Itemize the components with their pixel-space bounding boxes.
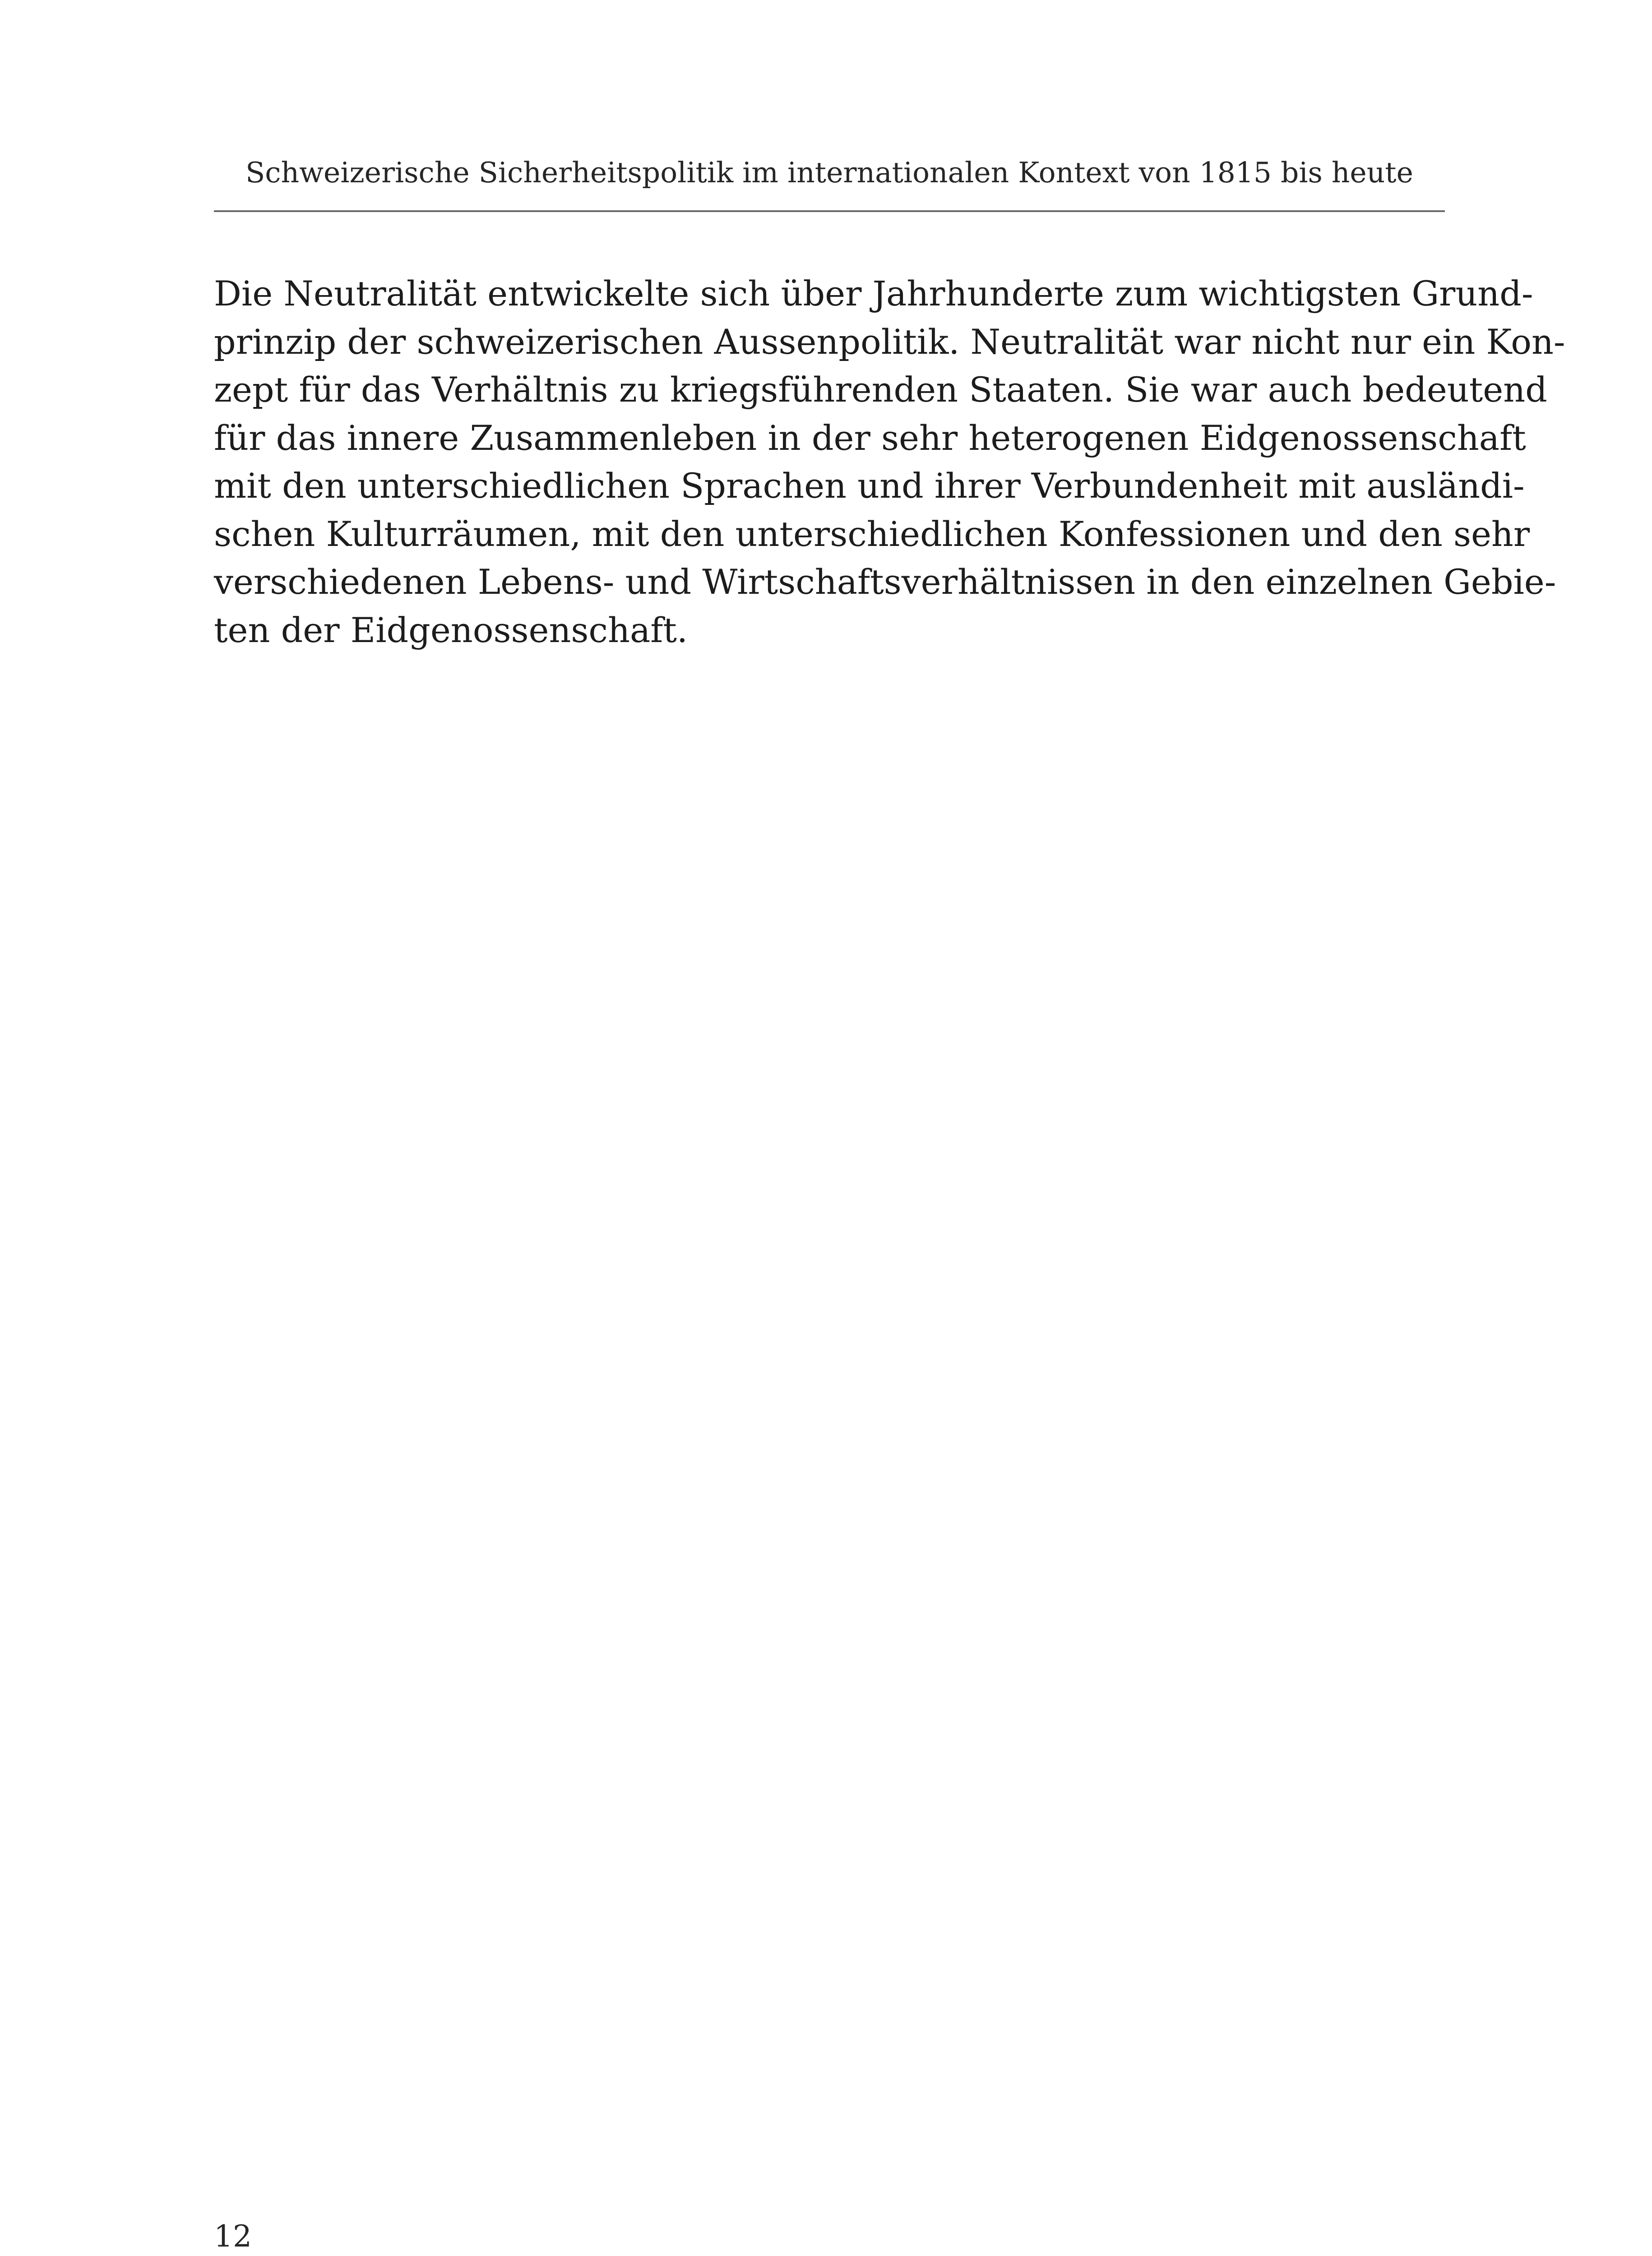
paragraph-line: ten der Eidgenossenschaft. <box>214 610 688 650</box>
body-paragraph <box>214 270 1565 654</box>
paragraph-line: Die Neutralität entwickelte sich über Jahrhunderte zum wichtigsten Grund- <box>214 273 1533 314</box>
paragraph-line: verschiedenen Lebens- und Wirtschaftsverhältnissen in den einzelnen Gebie- <box>214 562 1556 602</box>
page-number: 12 <box>214 2219 252 2254</box>
paragraph-line: zept für das Verhältnis zu kriegsführenden Staaten. Sie war auch bedeutend <box>214 370 1547 410</box>
paragraph-line: mit den unterschiedlichen Sprachen und ihrer Verbundenheit mit ausländi- <box>214 466 1525 506</box>
paragraph-line: prinzip der schweizerischen Aussenpolitik. Neutralität war nicht nur ein Kon- <box>214 321 1565 362</box>
paragraph-line: für das innere Zusammenleben in der sehr heterogenen Eidgenossenschaft <box>214 417 1526 458</box>
running-head-title: Schweizerische Sicherheitspolitik im internationalen Kontext von 1815 bis heute <box>245 156 1413 189</box>
header-rule <box>214 210 1445 212</box>
paragraph-line: schen Kulturräumen, mit den unterschiedlichen Konfessionen und den sehr <box>214 513 1530 554</box>
